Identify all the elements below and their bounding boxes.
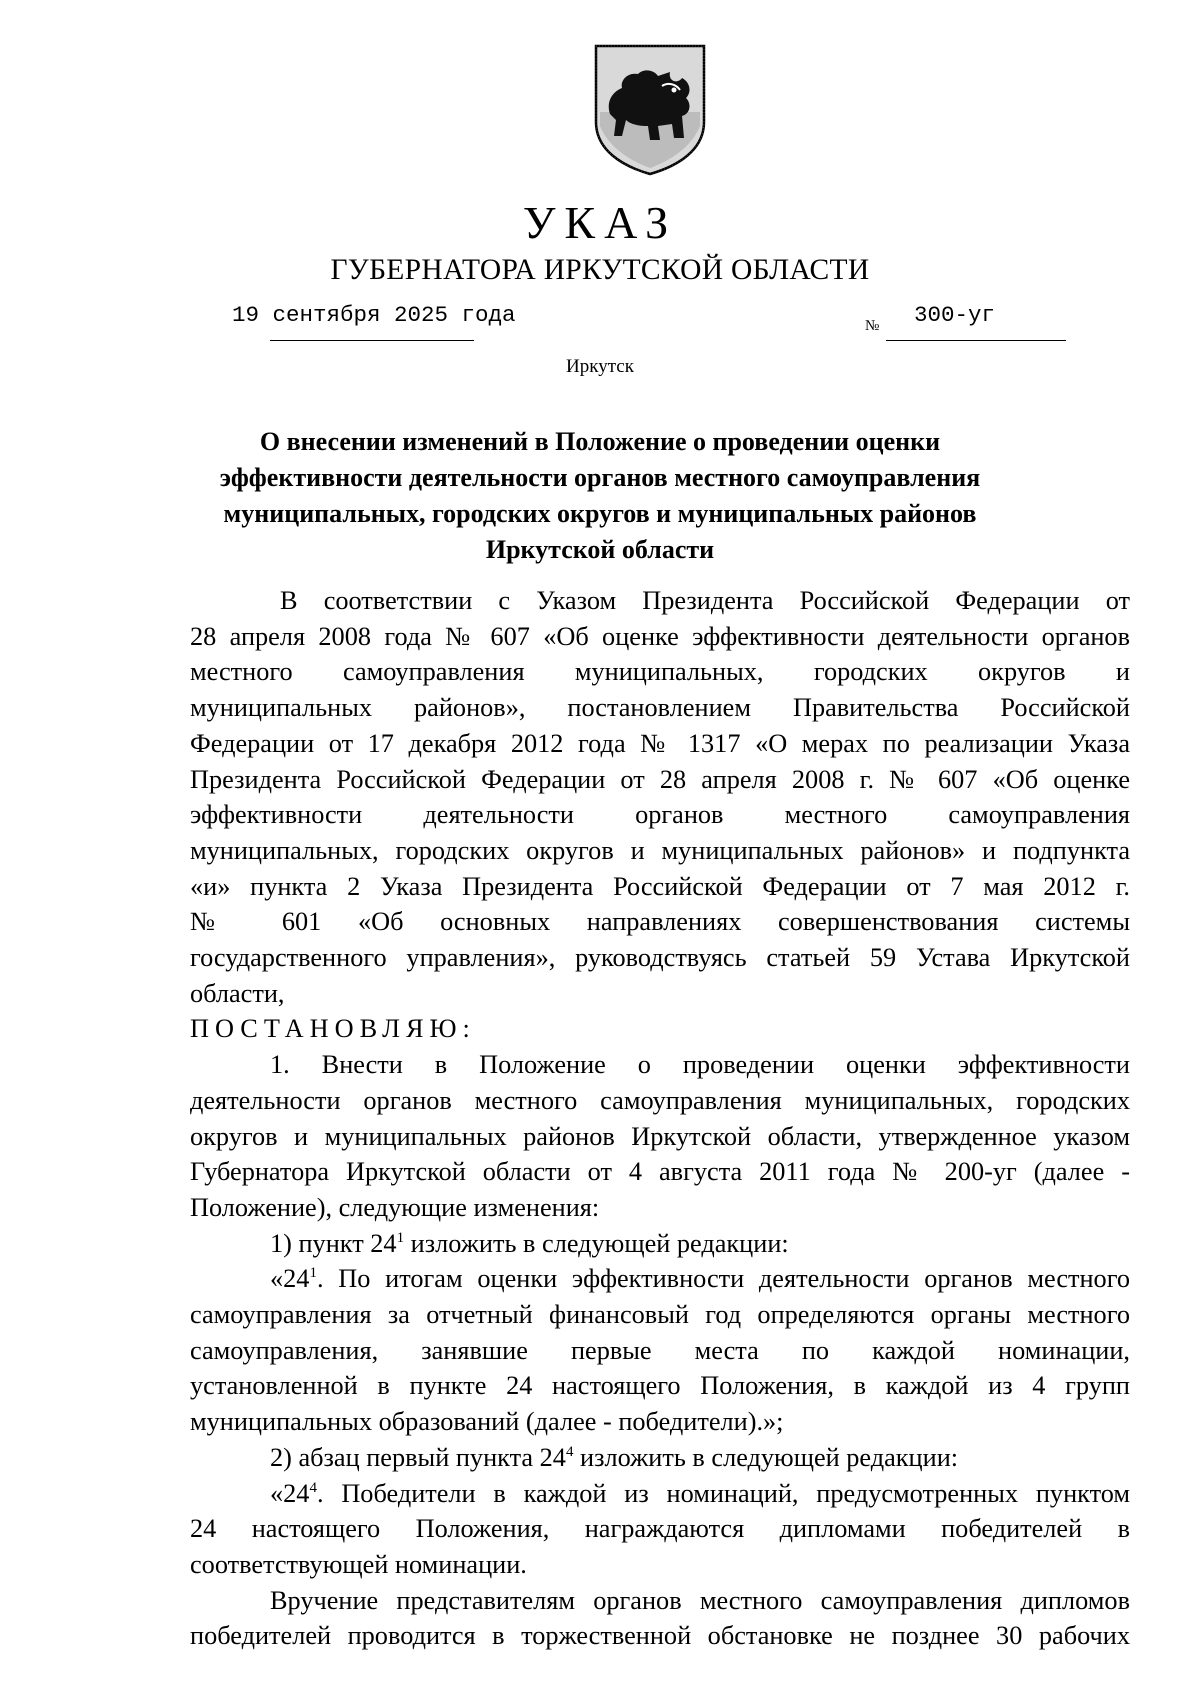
decree-number: 300-уг [914, 302, 996, 328]
superscript: 4 [309, 1479, 317, 1496]
preamble-line: «и» пункта 2 Указа Президента Российской Федерации от 7 мая 2012 г. [190, 871, 1130, 901]
preamble-line: муниципальных, городских округов и муниципальных районов» и подпункта [190, 835, 1130, 865]
quote-line: самоуправления, занявшие первые места по каждой номинации, [190, 1335, 1130, 1365]
subitem-2-tail: изложить в следующей редакции: [573, 1442, 959, 1472]
subitem-2-text: 2) абзац первый пункта 24 [270, 1442, 566, 1472]
preamble-line: государственного управления», руководствуясь статьей 59 Устава Иркутской [190, 943, 1130, 973]
quote-line: 24 настоящего Положения, награждаются дипломами победителей в [190, 1514, 1130, 1544]
quote-1-tail: . По итогам оценки эффективности деятельности органов местного [316, 1264, 1130, 1294]
quote-line: самоуправления за отчетный финансовый год определяются органы местного [190, 1300, 1130, 1330]
quote-line: муниципальных образований (далее - победители).»; [190, 1407, 784, 1437]
preamble-line: Президента Российской Федерации от 28 апреля 2008 г. № 607 «Об оценке [190, 764, 1130, 794]
date-underline [270, 340, 474, 341]
preamble-line: 28 апреля 2008 года № 607 «Об оценке эффективности деятельности органов [190, 621, 1130, 651]
preamble-line: В соответствии с Указом Президента Российской Федерации от [280, 586, 1130, 615]
quote-2-tail: . Победители в каждой из номинаций, предусмотренных пунктом [316, 1478, 1130, 1508]
quote-line: соответствующей номинации. [190, 1549, 527, 1579]
superscript: 1 [309, 1265, 317, 1282]
preamble-line: Федерации от 17 декабря 2012 года № 1317 «О мерах по реализации Указа [190, 728, 1130, 758]
final-line: победителей проводится в торжественной обстановке не позднее 30 рабочих [190, 1621, 1130, 1651]
preamble-line: местного самоуправления муниципальных, городских округов и [190, 657, 1130, 687]
number-underline [886, 340, 1066, 341]
preamble-line: муниципальных районов», постановлением Правительства Российской [190, 693, 1130, 723]
quote-2-first-line [190, 1476, 1130, 1512]
number-label: № [865, 318, 880, 334]
item-line: деятельности органов местного самоуправления муниципальных, городских [190, 1085, 1130, 1115]
preamble-line: эффективности деятельности органов местного самоуправления [190, 800, 1130, 830]
quote-line: установленной в пункте 24 настоящего Положения, в каждой из 4 групп [190, 1371, 1130, 1401]
item-line: округов и муниципальных районов Иркутской области, утвержденное указом [190, 1121, 1130, 1151]
subitem-1-text: 1) пункт 24 [270, 1228, 397, 1258]
document-type-title: УКАЗ [522, 197, 678, 248]
decree-date: 19 сентября 2025 года [232, 302, 516, 328]
heading-line: эффективности деятельности органов местного самоуправления [219, 463, 981, 492]
city: Иркутск [566, 356, 634, 377]
irkutsk-coat-of-arms-icon [592, 42, 708, 178]
subitem-1 [190, 1226, 1130, 1262]
preamble-line: № 601 «Об основных направлениях совершенствования системы [190, 907, 1130, 937]
item-line: Положение), следующие изменения: [190, 1192, 600, 1222]
heading-line: Иркутской области [485, 535, 715, 564]
quote-1-text: «24 [270, 1264, 310, 1294]
quote-1-first-line [190, 1261, 1130, 1297]
subitem-2 [190, 1440, 1130, 1476]
decree-word: ПОСТАНОВЛЯЮ: [190, 1014, 476, 1044]
heading-line: муниципальных, городских округов и муниципальных районов [223, 499, 977, 528]
superscript: 1 [396, 1229, 405, 1246]
item-line: 1. Внести в Положение о проведении оценки эффективности [270, 1050, 1130, 1080]
heading-line: О внесении изменений в Положение о проведении оценки [259, 427, 941, 456]
issuer-title: ГУБЕРНАТОРА ИРКУТСКОЙ ОБЛАСТИ [330, 254, 870, 286]
decree-heading [180, 424, 1020, 568]
quote-2-text: «24 [270, 1478, 310, 1508]
final-line: Вручение представителям органов местного самоуправления дипломов [270, 1585, 1130, 1615]
superscript: 4 [565, 1443, 574, 1460]
decree-body [190, 583, 1130, 1654]
item-line: Губернатора Иркутской области от 4 августа 2011 года № 200-уг (далее - [190, 1157, 1130, 1187]
subitem-1-tail: изложить в следующей редакции: [404, 1228, 789, 1258]
preamble-line: области, [190, 978, 285, 1008]
